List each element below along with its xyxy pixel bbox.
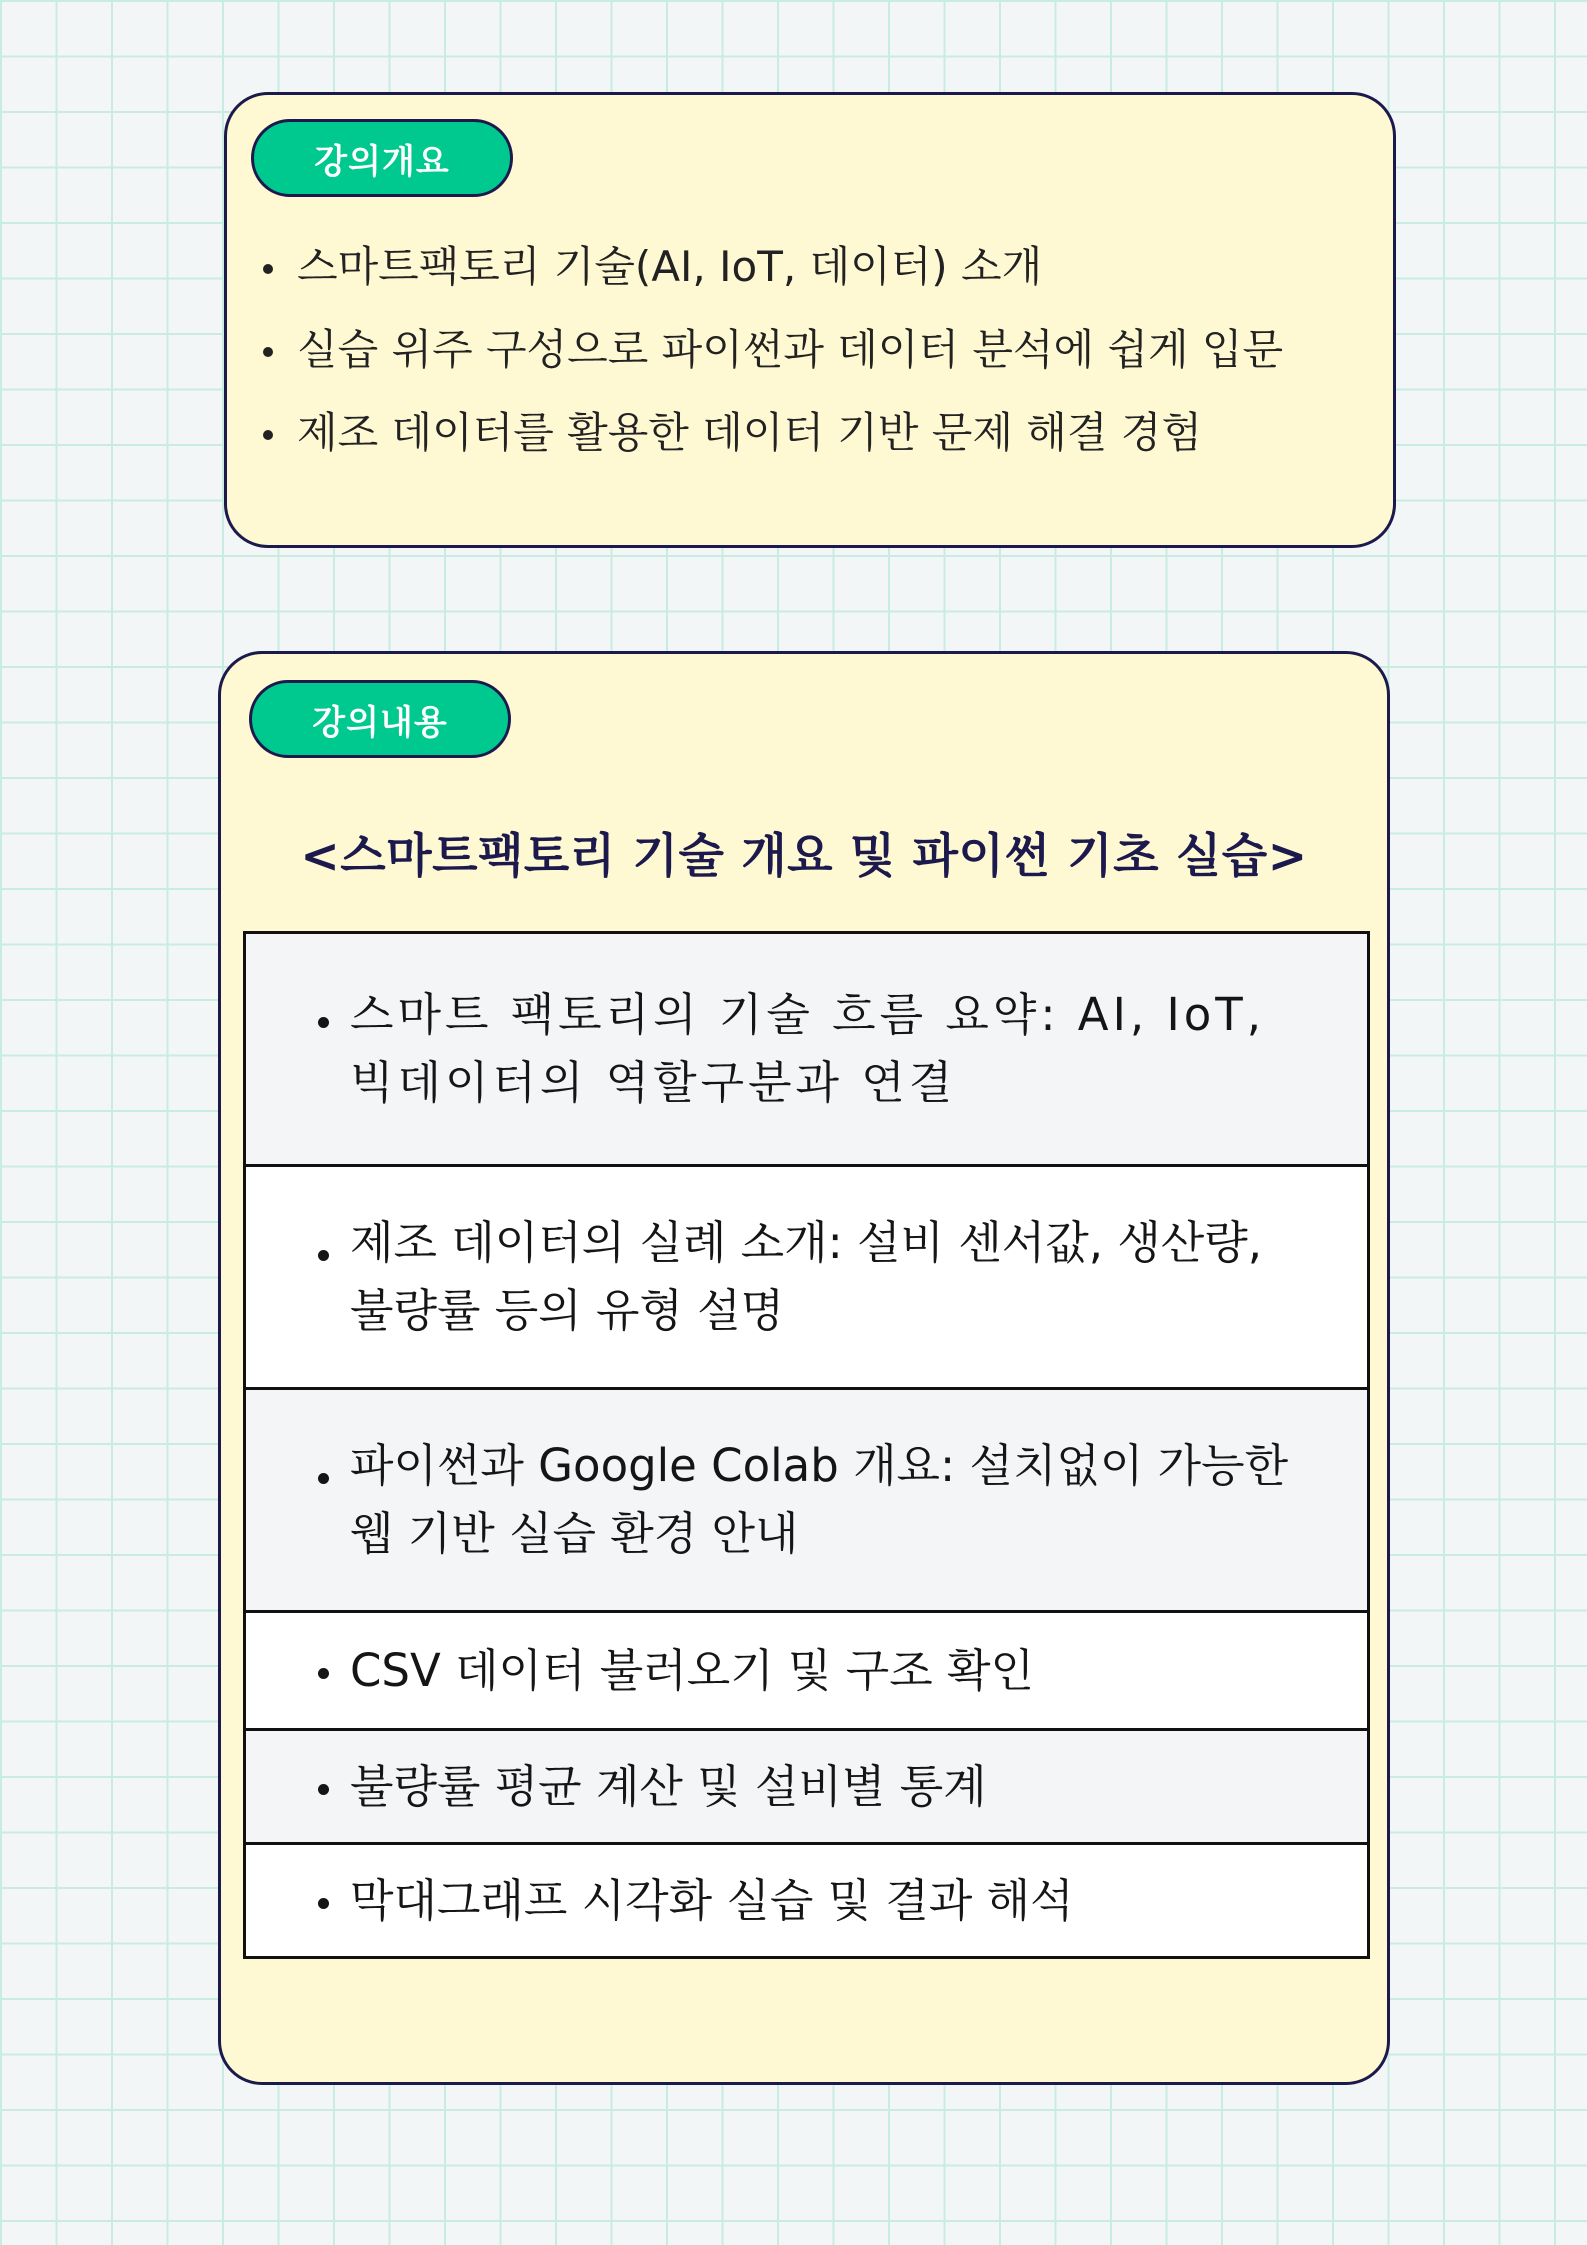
bullet-icon	[263, 264, 273, 274]
row-line: 불량률 평균 계산 및 설비별 통계	[350, 1759, 987, 1813]
overview-item-text: 제조 데이터를 활용한 데이터 기반 문제 해결 경험	[297, 408, 1202, 457]
row-line: 파이썬과 Google Colab 개요: 설치없이 가능한	[350, 1439, 1289, 1492]
overview-item	[263, 391, 1373, 474]
content-card	[218, 651, 1390, 2085]
bullet-icon	[318, 1250, 329, 1261]
content-badge: 강의내용	[249, 680, 511, 758]
overview-list	[263, 225, 1373, 474]
bullet-icon	[318, 1784, 329, 1795]
table-row	[246, 1387, 1367, 1610]
table-row	[246, 934, 1367, 1164]
row-line: 웹 기반 실습 환경 안내	[350, 1507, 799, 1560]
row-line: 막대그래프 시각화 실습 및 결과 해석	[350, 1873, 1074, 1927]
bullet-icon	[263, 347, 273, 357]
row-text	[350, 1432, 1288, 1568]
bullet-icon	[318, 1668, 329, 1679]
content-title: <스마트팩토리 기술 개요 및 파이썬 기초 실습>	[300, 829, 1308, 884]
bullet-icon	[263, 430, 273, 440]
content-table	[243, 931, 1370, 1959]
overview-item	[263, 308, 1373, 391]
bullet-icon	[318, 1898, 329, 1909]
overview-item-text: 실습 위주 구성으로 파이썬과 데이터 분석에 쉽게 입문	[297, 325, 1284, 374]
row-line: 스마트 팩토리의 기술 흐름 요약: AI, IoT,	[350, 988, 1266, 1041]
bullet-icon	[318, 1017, 329, 1028]
row-text	[350, 1209, 1262, 1345]
overview-badge: 강의개요	[251, 119, 513, 197]
table-row	[246, 1842, 1367, 1956]
row-line: CSV 데이터 불러오기 및 구조 확인	[350, 1643, 1034, 1697]
overview-card	[224, 92, 1396, 548]
table-row	[246, 1610, 1367, 1728]
row-line: 빅데이터의 역할구분과 연결	[350, 1056, 957, 1109]
table-row	[246, 1164, 1367, 1387]
overview-item-text: 스마트팩토리 기술(AI, IoT, 데이터) 소개	[297, 242, 1043, 291]
row-line: 불량률 등의 유형 설명	[350, 1284, 785, 1337]
bullet-icon	[318, 1473, 329, 1484]
table-row	[246, 1728, 1367, 1842]
row-text	[350, 981, 1265, 1117]
row-line: 제조 데이터의 실례 소개: 설비 센서값, 생산량,	[350, 1216, 1263, 1269]
overview-item	[263, 225, 1373, 308]
